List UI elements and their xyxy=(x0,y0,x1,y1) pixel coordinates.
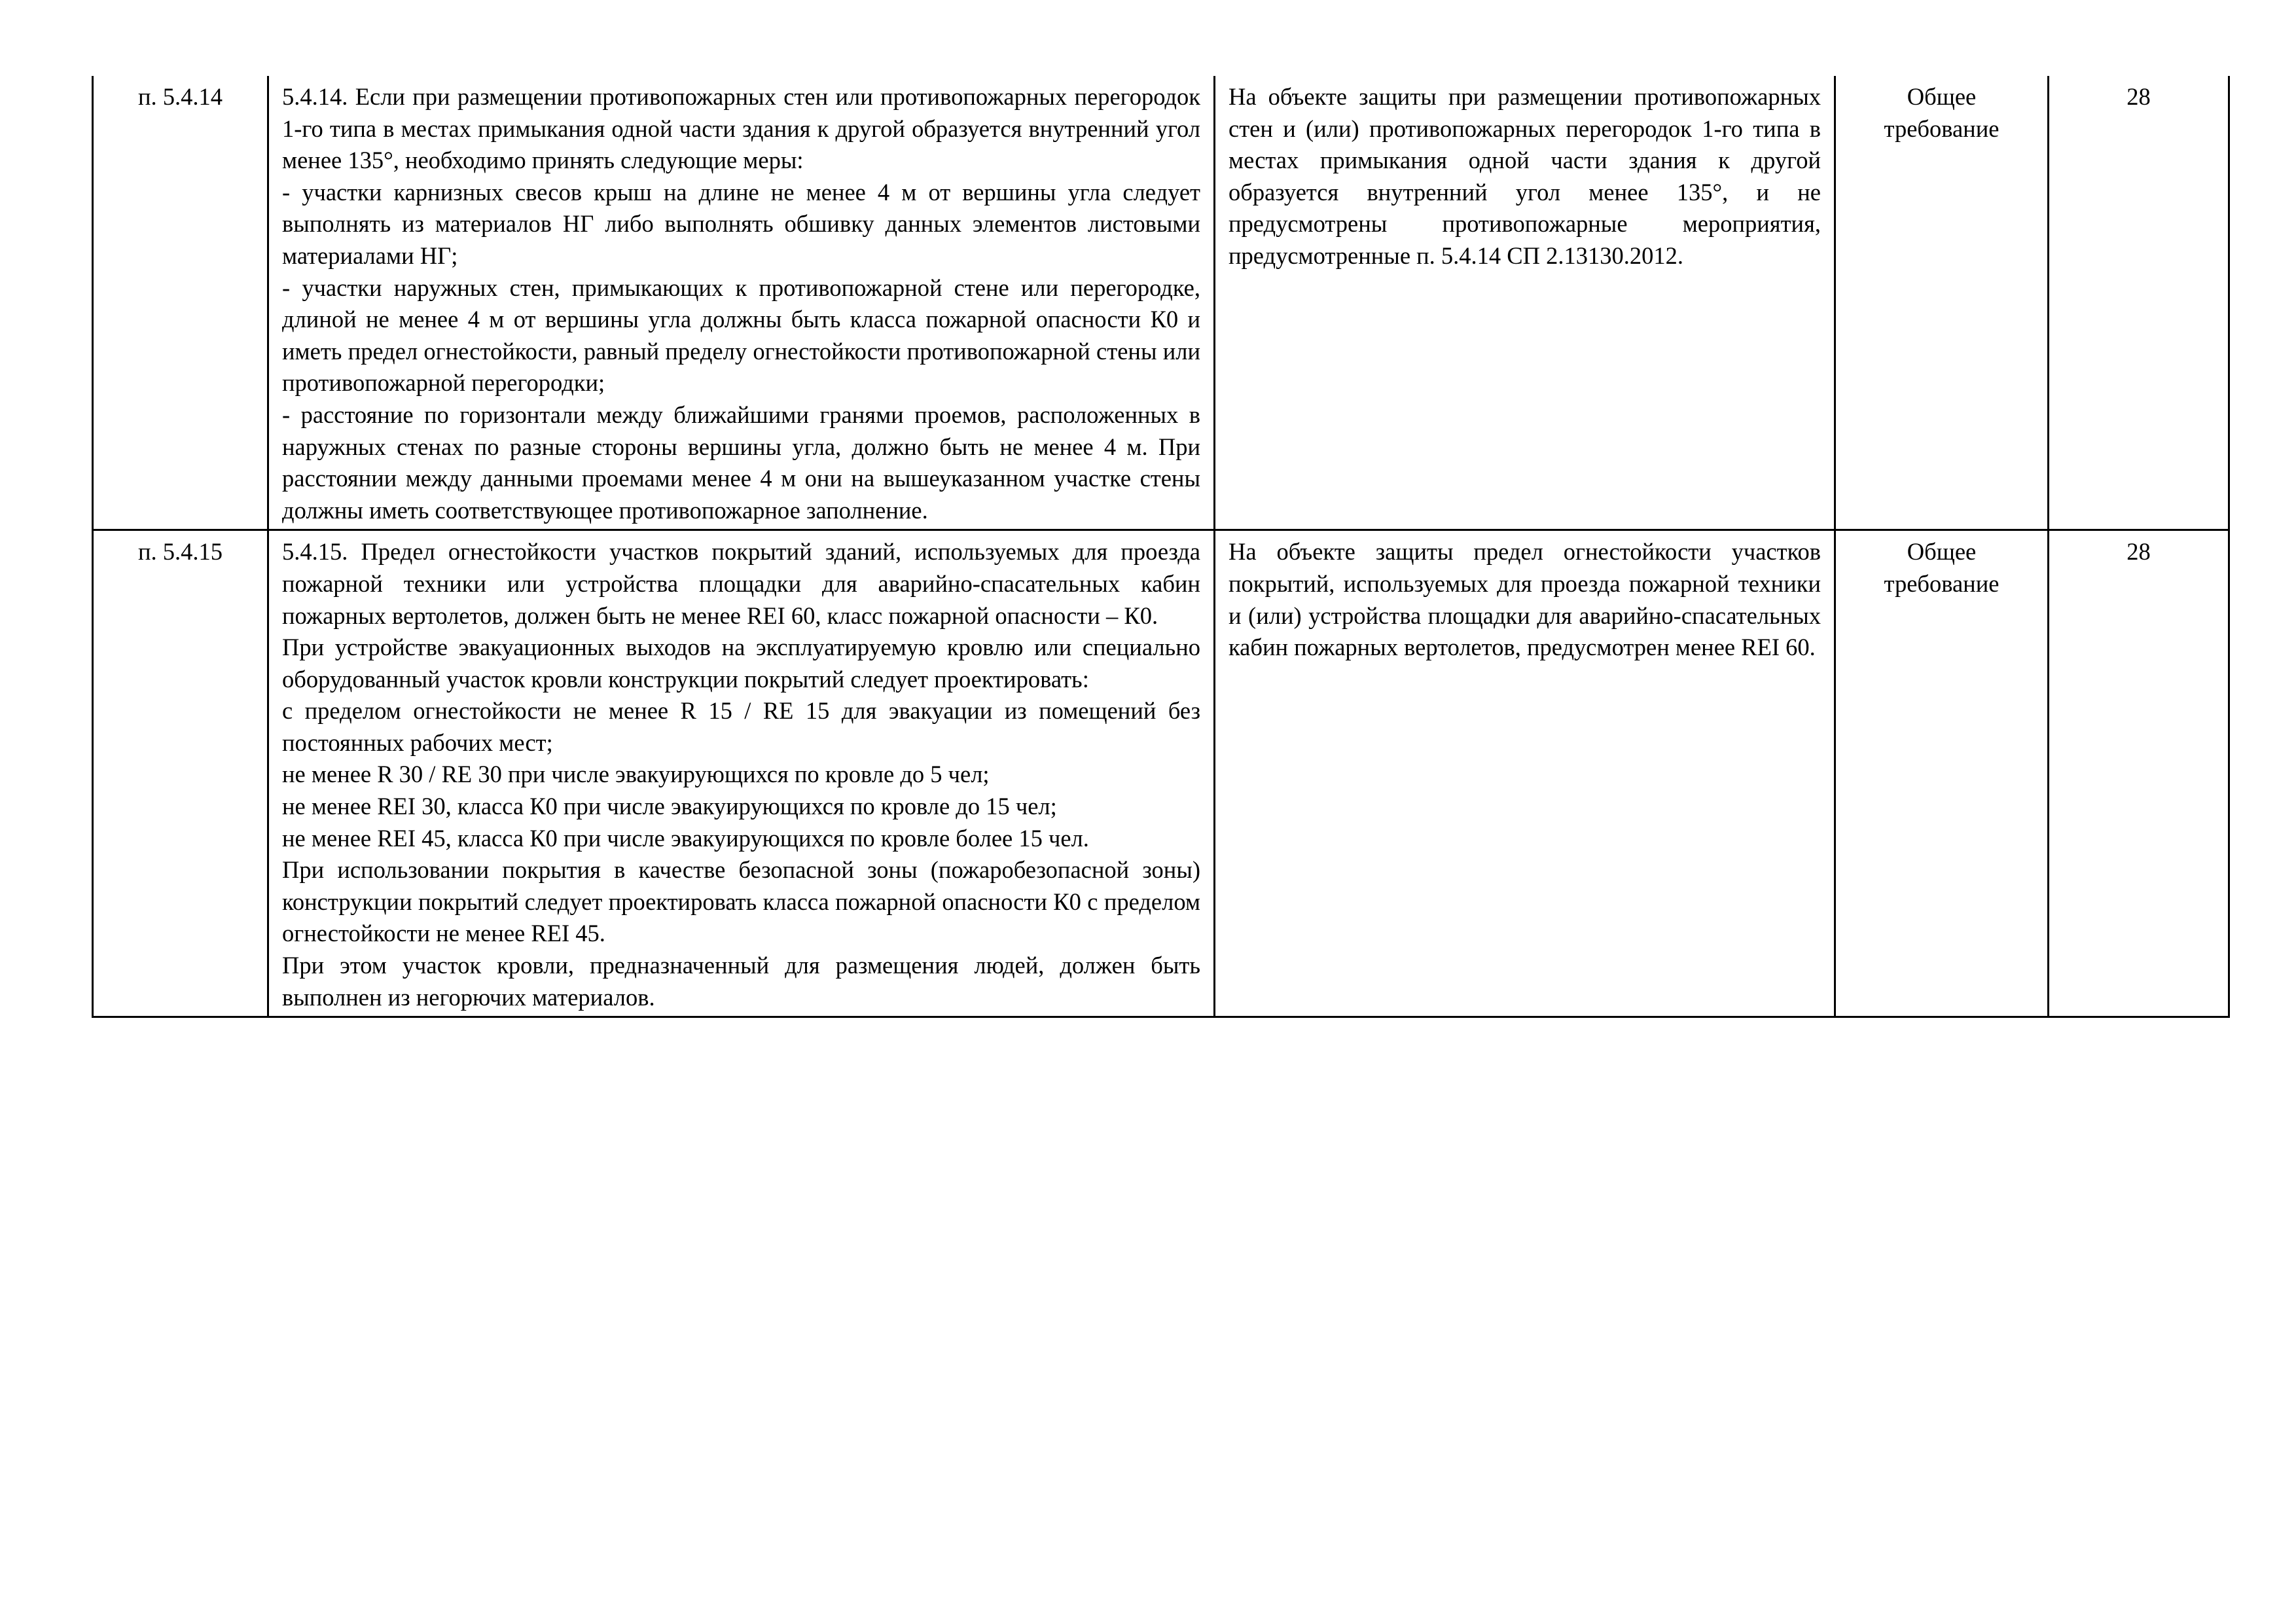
requirement-type-line: Общее xyxy=(1907,83,1977,110)
requirement-paragraph: - участки карнизных свесов крыш на длине не менее 4 м от вершины угла следует выполнять из материалов НГ либо выполнять обшивку данных элементов листовыми материалами НГ; xyxy=(282,178,1200,269)
requirement-paragraph: не менее REI 30, класса К0 при числе эвакуирующихся по кровле до 15 чел; xyxy=(282,793,1057,820)
table-row xyxy=(93,530,2229,1017)
clause-reference: п. 5.4.14 xyxy=(93,76,268,530)
requirement-paragraph: 5.4.15. Предел огнестойкости участков покрытий зданий, используемых для проезда пожарной техники или устройства площадки для аварийно-спасательных кабин пожарных вертолетов, должен быть не менее REI 60, класс пожарной опасности – К0. xyxy=(282,538,1200,629)
violation-description: На объекте защиты при размещении противопожарных стен и (или) противопожарных перегородок 1-го типа в местах примыкания одной части здания к другой образуется внутренний угол менее 135°, и не предусмотрены противопожарные мероприятия, предусмотренные п. 5.4.14 СП 2.13130.2012. xyxy=(1215,76,1835,530)
requirement-paragraph: При использовании покрытия в качестве безопасной зоны (пожаробезопасной зоны) конструкции покрытий следует проектировать класса пожарной опасности К0 с пределом огнестойкости не менее REI 45. xyxy=(282,856,1200,947)
page-number: 28 xyxy=(2049,76,2229,530)
requirement-type-line: требование xyxy=(1884,115,2000,142)
requirement-paragraph: с пределом огнестойкости не менее R 15 / RE 15 для эвакуации из помещений без постоянных рабочих мест; xyxy=(282,697,1200,756)
requirement-paragraph: - участки наружных стен, примыкающих к противопожарной стене или перегородке, длиной не менее 4 м от вершины угла должны быть класса пожарной опасности К0 и иметь предел огнестойкости, равный пределу огнестойкости противопожарной стены или противопожарной перегородки; xyxy=(282,274,1200,397)
requirement-type xyxy=(1835,530,2049,1017)
violation-description: На объекте защиты предел огнестойкости участков покрытий, используемых для проезда пожарной техники и (или) устройства площадки для аварийно-спасательных кабин пожарных вертолетов, предусмотрен менее REI 60. xyxy=(1215,530,1835,1017)
page-number: 28 xyxy=(2049,530,2229,1017)
requirement-paragraph: При устройстве эвакуационных выходов на эксплуатируемую кровлю или специально оборудованный участок кровли конструкции покрытий следует проектировать: xyxy=(282,634,1200,693)
requirement-paragraph: не менее R 30 / RE 30 при числе эвакуирующихся по кровле до 5 чел; xyxy=(282,761,990,788)
requirement-type xyxy=(1835,76,2049,530)
requirement-type-line: Общее xyxy=(1907,538,1977,566)
requirement-paragraph: 5.4.14. Если при размещении противопожарных стен или противопожарных перегородок 1-го типа в местах примыкания одной части здания к другой образуется внутренний угол менее 135°, необходимо принять следующие меры: xyxy=(282,83,1200,174)
requirement-type-line: требование xyxy=(1884,569,2000,597)
requirement-paragraph: При этом участок кровли, предназначенный для размещения людей, должен быть выполнен из негорючих материалов. xyxy=(282,952,1200,1011)
requirement-paragraph: - расстояние по горизонтали между ближайшими гранями проемов, расположенных в наружных стенах по разные стороны вершины угла, должно быть не менее 4 м. При расстоянии между данными проемами менее 4 м они на вышеуказанном участке стены должны иметь соответствующее противопожарное заполнение. xyxy=(282,401,1200,524)
clause-reference: п. 5.4.15 xyxy=(93,530,268,1017)
requirement-text xyxy=(268,76,1215,530)
table-row xyxy=(93,76,2229,530)
requirement-paragraph: не менее REI 45, класса К0 при числе эвакуирующихся по кровле более 15 чел. xyxy=(282,824,1089,852)
requirement-text xyxy=(268,530,1215,1017)
requirements-table xyxy=(92,76,2230,1018)
